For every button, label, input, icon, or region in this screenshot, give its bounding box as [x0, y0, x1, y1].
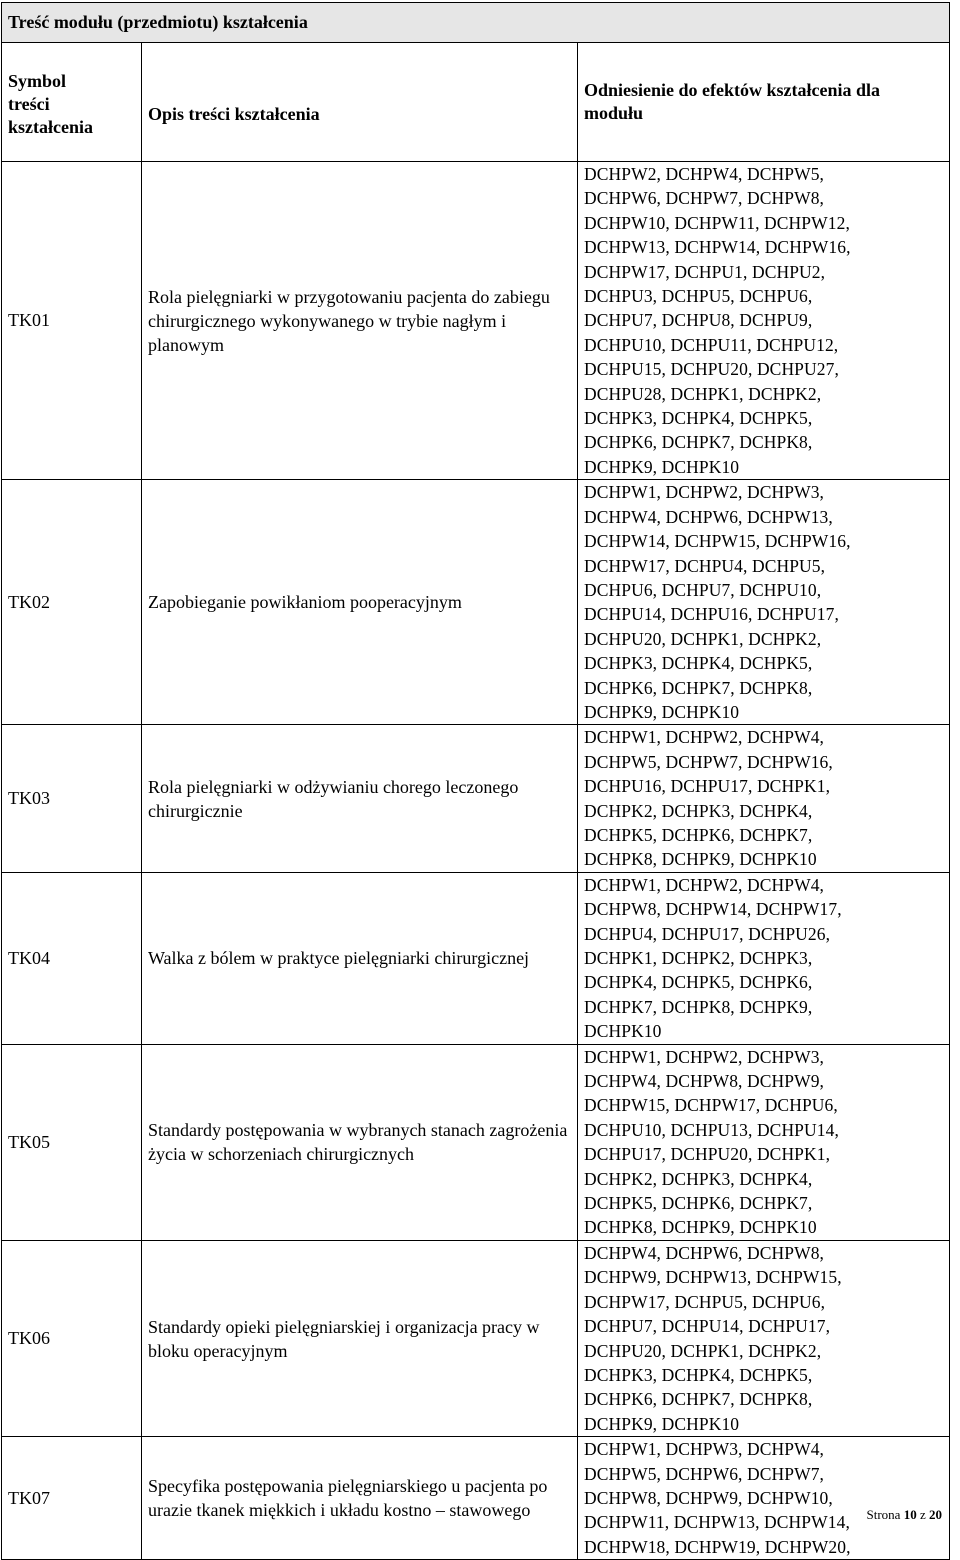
page-label: Strona: [866, 1507, 901, 1522]
row-references: DCHPW1, DCHPW2, DCHPW3, DCHPW4, DCHPW6, DCHPW13, DCHPW14, DCHPW15, DCHPW16, DCHPW17, DCHPU4, DCHPU5, DCHPU6, DCHPU7, DCHPU10, DCHPU14, DCHPU16, DCHPU17, DCHPU20, DCHPK1, DCHPK2, DCHPK3, DCHPK4, DCHPK5, DCHPK6, DCHPK7, DCHPK8, DCHPK9, DCHPK10: [578, 480, 950, 725]
row-references: DCHPW1, DCHPW2, DCHPW3, DCHPW4, DCHPW8, DCHPW9, DCHPW15, DCHPW17, DCHPU6, DCHPU10, DCHPU13, DCHPU14, DCHPU17, DCHPU20, DCHPK1, DCHPK2, DCHPK3, DCHPK4, DCHPK5, DCHPK6, DCHPK7, DCHPK8, DCHPK9, DCHPK10: [578, 1044, 950, 1240]
table-row: [2, 725, 950, 872]
table-title: Treść modułu (przedmiotu) kształcenia: [2, 3, 950, 43]
row-symbol: TK03: [2, 725, 142, 872]
row-references: DCHPW2, DCHPW4, DCHPW5, DCHPW6, DCHPW7, DCHPW8, DCHPW10, DCHPW11, DCHPW12, DCHPW13, DCHPW14, DCHPW16, DCHPW17, DCHPU1, DCHPU2, DCHPU3, DCHPU5, DCHPU6, DCHPU7, DCHPU8, DCHPU9, DCHPU10, DCHPU11, DCHPU12, DCHPU15, DCHPU20, DCHPU27, DCHPU28, DCHPK1, DCHPK2, DCHPK3, DCHPK4, DCHPK5, DCHPK6, DCHPK7, DCHPK8, DCHPK9, DCHPK10: [578, 162, 950, 480]
row-description: Zapobieganie powikłaniom pooperacyjnym: [142, 480, 578, 725]
row-references: DCHPW1, DCHPW2, DCHPW4, DCHPW5, DCHPW7, DCHPW16, DCHPU16, DCHPU17, DCHPK1, DCHPK2, DCHPK3, DCHPK4, DCHPK5, DCHPK6, DCHPK7, DCHPK8, DCHPK9, DCHPK10: [578, 725, 950, 872]
table-row: [2, 480, 950, 725]
row-symbol: TK07: [2, 1437, 142, 1560]
row-description: Standardy postępowania w wybranych stanach zagrożenia życia w schorzeniach chirurgicznych: [142, 1044, 578, 1240]
page-current: 10: [903, 1507, 917, 1522]
page-separator: z: [919, 1507, 926, 1522]
page-number: [867, 1507, 942, 1523]
table-title-row: [2, 3, 950, 43]
row-references: DCHPW1, DCHPW2, DCHPW4, DCHPW8, DCHPW14, DCHPW17, DCHPU4, DCHPU17, DCHPU26, DCHPK1, DCHPK2, DCHPK3, DCHPK4, DCHPK5, DCHPK6, DCHPK7, DCHPK8, DCHPK9, DCHPK10: [578, 872, 950, 1044]
row-references: DCHPW1, DCHPW3, DCHPW4, DCHPW5, DCHPW6, DCHPW7, DCHPW8, DCHPW9, DCHPW10, DCHPW11, DCHPW13, DCHPW14, DCHPW18, DCHPW19, DCHPW20,: [578, 1437, 950, 1560]
header-symbol: Symbol treści kształcenia: [2, 43, 142, 162]
row-description: Rola pielęgniarki w odżywianiu chorego leczonego chirurgicznie: [142, 725, 578, 872]
table-row: [2, 872, 950, 1044]
row-symbol: TK05: [2, 1044, 142, 1240]
header-references: Odniesienie do efektów kształcenia dla modułu: [578, 43, 950, 162]
row-description: Specyfika postępowania pielęgniarskiego u pacjenta po urazie tkanek miękkich i układu kostno – stawowego: [142, 1437, 578, 1560]
row-symbol: TK02: [2, 480, 142, 725]
row-symbol: TK01: [2, 162, 142, 480]
page-total: 20: [929, 1507, 942, 1522]
header-description: Opis treści kształcenia: [142, 43, 578, 162]
table-row: [2, 162, 950, 480]
table-row: [2, 1044, 950, 1240]
table-header-row: [2, 43, 950, 162]
row-description: Standardy opieki pielęgniarskiej i organizacja pracy w bloku operacyjnym: [142, 1240, 578, 1436]
row-symbol: TK04: [2, 872, 142, 1044]
table-row: [2, 1240, 950, 1436]
row-description: Rola pielęgniarki w przygotowaniu pacjenta do zabiegu chirurgicznego wykonywanego w trybie nagłym i planowym: [142, 162, 578, 480]
table-row: [2, 1437, 950, 1560]
row-description: Walka z bólem w praktyce pielęgniarki chirurgicznej: [142, 872, 578, 1044]
row-references: DCHPW4, DCHPW6, DCHPW8, DCHPW9, DCHPW13, DCHPW15, DCHPW17, DCHPU5, DCHPU6, DCHPU7, DCHPU14, DCHPU17, DCHPU20, DCHPK1, DCHPK2, DCHPK3, DCHPK4, DCHPK5, DCHPK6, DCHPK7, DCHPK8, DCHPK9, DCHPK10: [578, 1240, 950, 1436]
row-symbol: TK06: [2, 1240, 142, 1436]
content-table: [1, 2, 950, 1560]
